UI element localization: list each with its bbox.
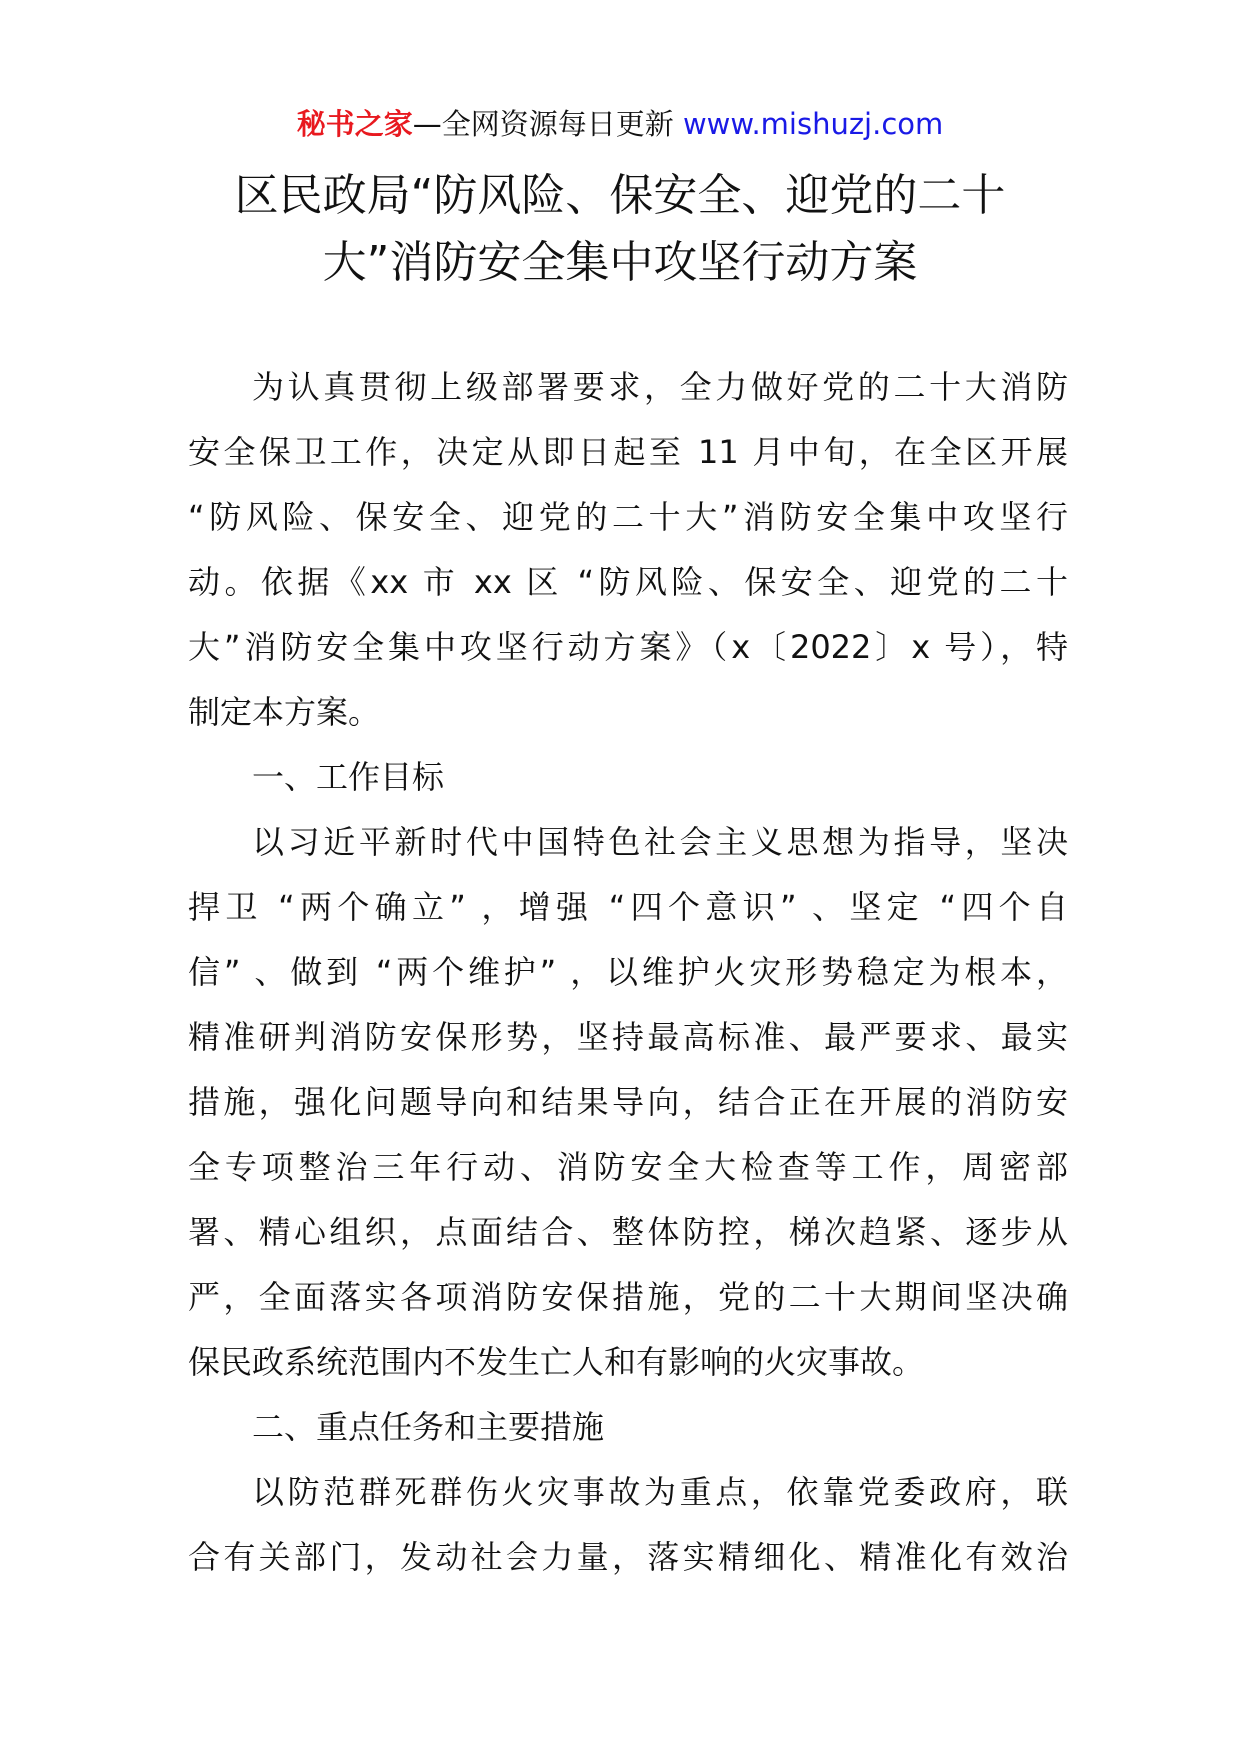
- paragraph-goals-line: 措施，强化问题导向和结果导向，结合正在开展的消防安: [188, 1083, 1068, 1121]
- section-heading-1: 一、工作目标: [252, 758, 445, 796]
- site-header: [0, 104, 1240, 144]
- paragraph-intro-line: 大”消防安全集中攻坚行动方案》（x〔2022〕x 号），特: [188, 628, 1068, 666]
- paragraph-intro-line: 动。依据《xx 市 xx 区 “防风险、保安全、迎党的二十: [188, 563, 1068, 601]
- paragraph-tasks-line: 合有关部门，发动社会力量，落实精细化、精准化有效治: [188, 1538, 1068, 1576]
- paragraph-intro-line: 为认真贯彻上级部署要求，全力做好党的二十大消防: [252, 368, 1068, 406]
- title-line-2: 大”消防安全集中攻坚行动方案: [322, 237, 918, 288]
- paragraph-goals-line: 全专项整治三年行动、消防安全大检查等工作，周密部: [188, 1148, 1068, 1186]
- paragraph-goals-line: 保民政系统范围内不发生亡人和有影响的火灾事故。: [188, 1343, 925, 1381]
- paragraph-intro-line: 制定本方案。: [188, 693, 381, 731]
- paragraph-goals-line: 以习近平新时代中国特色社会主义思想为指导，坚决: [252, 823, 1068, 861]
- paragraph-intro-line: “防风险、保安全、迎党的二十大”消防安全集中攻坚行: [188, 498, 1068, 536]
- paragraph-intro-line: 安全保卫工作，决定从即日起至 11 月中旬，在全区开展: [188, 433, 1068, 471]
- paragraph-goals-line: 精准研判消防安保形势，坚持最高标准、最严要求、最实: [188, 1018, 1068, 1056]
- title-line-1: 区民政局“防风险、保安全、迎党的二十: [234, 170, 1006, 221]
- brand-name: 秘书之家: [296, 107, 413, 141]
- paragraph-goals-line: 信” 、做到 “两个维护” ，以维护火灾形势稳定为根本，: [188, 953, 1068, 991]
- site-url-link[interactable]: www.mishuzj.com: [682, 107, 944, 141]
- paragraph-goals-line: 严，全面落实各项消防安保措施，党的二十大期间坚决确: [188, 1278, 1068, 1316]
- paragraph-tasks-line: 以防范群死群伤火灾事故为重点，依靠党委政府，联: [252, 1473, 1068, 1511]
- document-title: [150, 162, 1090, 296]
- document-body: [188, 355, 1068, 1590]
- paragraph-goals-line: 捍卫 “两个确立” ，增强 “四个意识” 、坚定 “四个自: [188, 888, 1068, 926]
- section-heading-2: 二、重点任务和主要措施: [252, 1408, 605, 1446]
- header-tagline: —全网资源每日更新: [412, 107, 674, 141]
- paragraph-goals-line: 署、精心组织，点面结合、整体防控，梯次趋紧、逐步从: [188, 1213, 1068, 1251]
